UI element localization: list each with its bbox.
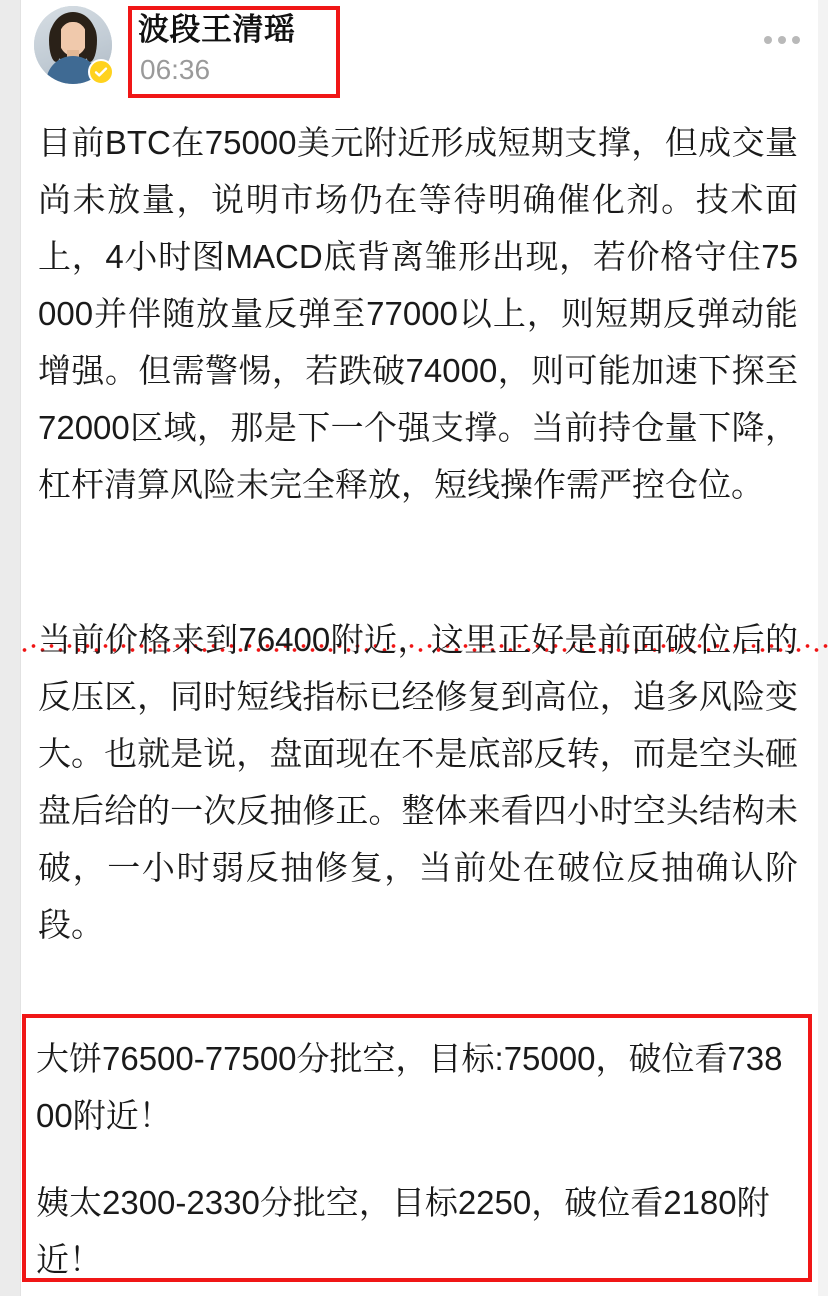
dot-1	[764, 36, 772, 44]
dot-2	[778, 36, 786, 44]
more-horizontal-icon[interactable]	[764, 36, 800, 44]
post-header	[20, 0, 828, 104]
author-name[interactable]: 波段王清瑶	[138, 12, 296, 47]
post-paragraph-1: 目前BTC在75000美元附近形成短期支撑，但成交量尚未放量，说明市场仍在等待明确催化剂。技术面上，4小时图MACD底背离雏形出现，若价格守住75000并伴随放量反弹至77000以上，则短期反弹动能增强。但需警惕，若跌破74000，则可能加速下探至72000区域，那是下一个强支撑。当前持仓量下降，杠杆清算风险未完全释放，短线操作需严控仓位。	[38, 124, 798, 503]
post-body	[20, 104, 828, 956]
signal-spacer	[36, 1144, 798, 1174]
signal-line-eth: 姨太2300-2330分批空，目标2250，破位看2180附近！	[36, 1184, 770, 1278]
dot-3	[792, 36, 800, 44]
signal-line-btc: 大饼76500-77500分批空，目标:75000，破位看73800附近！	[36, 1040, 783, 1134]
avatar-hair-left	[49, 26, 61, 62]
left-background-rail	[0, 0, 21, 1296]
signal-block	[36, 1030, 798, 1288]
verified-check-icon	[88, 59, 114, 85]
post-paragraph-2: 当前价格来到76400附近，这里正好是前面破位后的反压区，同时短线指标已经修复到高位，追多风险变大。也就是说，盘面现在不是底部反转，而是空头砸盘后给的一次反抽修正。整体来看四小时空头结构未破，一小时弱反抽修复，当前处在破位反抽确认阶段。	[20, 611, 828, 956]
avatar[interactable]	[34, 6, 112, 84]
post-timestamp: 06:36	[140, 54, 211, 85]
